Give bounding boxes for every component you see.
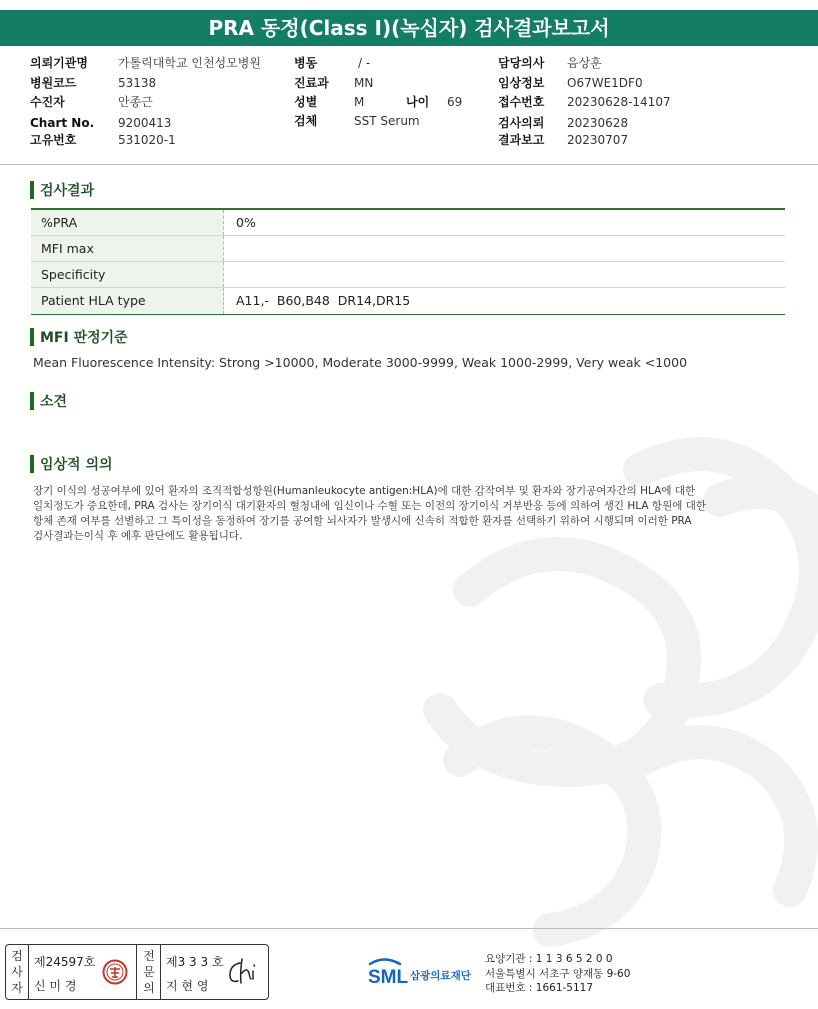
table-row: [31, 236, 785, 262]
clinical-line: 일치정도가 중요한데, PRA 검사는 장기이식 대기환자의 혈청내에 임신이나 수혈 또는 이전의 장기이식 거부반응 등에 의하여 생긴 HLA 항원에 대한: [33, 500, 706, 512]
sex-label: 성별: [294, 95, 318, 109]
org-phone: 대표번호 : 1661-5117: [485, 982, 594, 994]
inspector-name: 신 미 경: [34, 979, 77, 993]
mfi-heading-text: MFI 판정기준: [40, 330, 128, 346]
ward-label: 병동: [294, 56, 318, 70]
row-key: Specificity: [31, 262, 224, 287]
result-heading-text: 검사결과: [40, 183, 95, 199]
table-row: [31, 262, 785, 288]
table-row: [31, 210, 785, 236]
inspector-label: 검 사 자: [11, 949, 23, 995]
section-marker: [30, 328, 34, 346]
specimen-label: 검체: [294, 114, 318, 128]
row-key: Patient HLA type: [31, 288, 224, 314]
row-key: MFI max: [31, 236, 224, 261]
info-divider: [0, 164, 818, 165]
clinical-heading-text: 임상적 의의: [40, 457, 113, 473]
clinical-info-value: O67WE1DF0: [567, 76, 643, 90]
report-date-label: 결과보고: [498, 133, 545, 147]
specialist-label: 전 문 의: [143, 949, 155, 995]
result-table: [31, 208, 785, 315]
row-value: [224, 236, 785, 261]
hospital-label: 의뢰기관명: [30, 56, 88, 70]
clinical-significance-text: [33, 484, 763, 544]
doctor-value: 음상훈: [567, 56, 602, 70]
row-key: %PRA: [31, 210, 224, 235]
org-address: 서울특별시 서초구 양재동 9-60: [485, 967, 631, 980]
inspector-license-no: 제24597호: [34, 955, 96, 969]
age-value: 69: [447, 95, 463, 109]
receipt-no-label: 접수번호: [498, 95, 545, 109]
receipt-no-value: 20230628-14107: [567, 95, 671, 109]
report-title: PRA 동정(Class I)(녹십자) 검사결과보고서: [0, 10, 818, 46]
organization-info: [485, 952, 630, 996]
specialist-name: 지 현 영: [166, 979, 209, 993]
age-label: 나이: [406, 95, 430, 109]
report-date-value: 20230707: [567, 133, 629, 147]
mfi-section-heading: [30, 327, 128, 349]
mfi-criteria-text: Mean Fluorescence Intensity: Strong >10000, Moderate 3000-9999, Weak 1000-2999, Very weak <1000: [33, 355, 688, 370]
svg-text:삼광의료재단: 삼광의료재단: [410, 970, 471, 982]
table-row: [31, 288, 785, 314]
clinical-line: 항체 존재 여부를 선별하고 그 특이성을 동정하여 장기를 공여할 뇌사자가 발생시에 신속히 적합한 환자를 선택하기 위하여 시행되며 이러한 PRA: [33, 515, 692, 527]
patient-value: 안종근: [118, 95, 153, 109]
clinical-line: 검사결과는이식 후 예후 판단에도 활용됩니다.: [33, 530, 243, 542]
sex-value: M: [354, 95, 365, 109]
clinical-info-label: 임상정보: [498, 76, 545, 90]
unique-no-label: 고유번호: [30, 133, 77, 147]
signature-icon: [226, 955, 264, 989]
signature-box: [5, 944, 269, 1000]
clinical-line: 장기 이식의 성공여부에 있어 환자의 조직적합성항원(Humanleukocyte antigen:HLA)에 대한 감작여부 및 환자와 장기공여자간의 HLA에 대한: [33, 485, 696, 497]
box-divider: [160, 945, 161, 999]
result-section-heading: [30, 180, 94, 202]
row-value: A11,- B60,B48 DR14,DR15: [236, 293, 411, 308]
specialist-license-no: 제3 3 3 호: [166, 955, 224, 969]
row-value: 0%: [236, 215, 256, 230]
section-marker: [30, 455, 34, 473]
row-value: [224, 262, 785, 287]
clinical-section-heading: [30, 454, 113, 476]
section-marker: [30, 181, 34, 199]
doctor-label: 담당의사: [498, 56, 545, 70]
box-divider: [28, 945, 29, 999]
department-label: 진료과: [294, 76, 329, 90]
hospital-value: 가톨릭대학교 인천성모병원: [118, 56, 261, 70]
opinion-heading-text: 소견: [40, 394, 68, 410]
sml-logo-icon: [366, 954, 486, 990]
patient-label: 수진자: [30, 95, 65, 109]
request-date-value: 20230628: [567, 116, 629, 130]
unique-no-value: 531020-1: [118, 133, 176, 147]
org-code: 요양기관 : 1 1 3 6 5 2 0 0: [485, 953, 613, 965]
ward-value: / -: [358, 56, 371, 70]
department-value: MN: [354, 76, 374, 90]
chart-no-value: 9200413: [118, 116, 172, 130]
section-marker: [30, 392, 34, 410]
request-date-label: 검사의뢰: [498, 116, 545, 130]
patient-info-block: [0, 54, 818, 164]
hospital-code-label: 병원코드: [30, 76, 77, 90]
footer-divider: [0, 928, 818, 929]
svg-text:SML: SML: [368, 967, 409, 988]
opinion-section-heading: [30, 391, 67, 413]
chart-no-label: Chart No.: [30, 116, 95, 130]
seal-stamp-icon: [102, 959, 128, 985]
hospital-code-value: 53138: [118, 76, 157, 90]
specimen-value: SST Serum: [354, 114, 420, 128]
box-divider: [136, 945, 137, 999]
